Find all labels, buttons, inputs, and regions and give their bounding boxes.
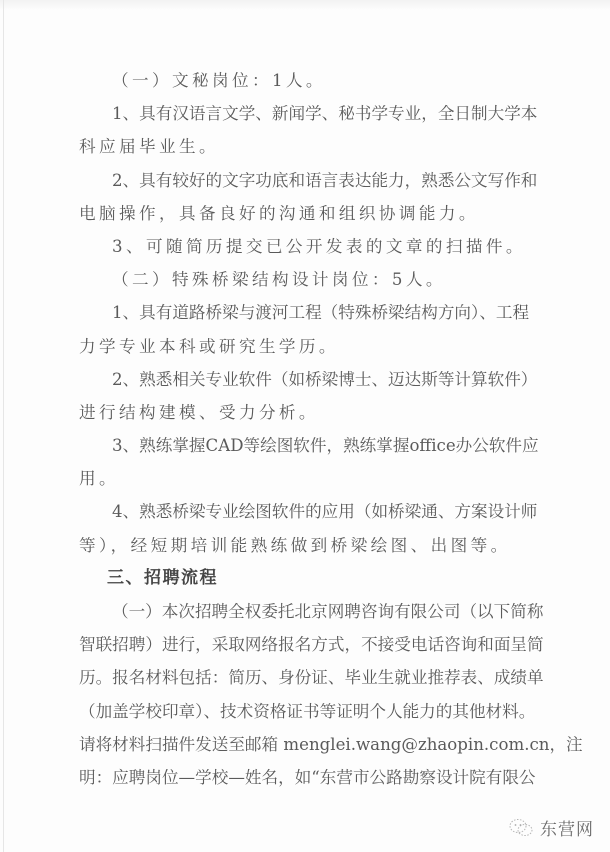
requirement-line: 用。 [79, 469, 119, 489]
watermark [508, 815, 594, 840]
requirement-line: 1、具有汉语言文学、新闻学、秘书学专业，全日制大学本 [112, 104, 538, 124]
requirement-line: 科应届毕业生。 [79, 137, 219, 157]
scan-left-edge [3, 0, 4, 852]
process-line: （一）本次招聘全权委托北京网聘咨询有限公司（以下简称 [112, 602, 544, 621]
watermark-text: 东营网 [540, 820, 594, 840]
requirement-line: 2、熟悉相关专业软件（如桥梁博士、迈达斯等计算软件） [112, 369, 538, 389]
process-line: （加盖学校印章）、技术资格证书等证明个人能力的其他材料。 [79, 701, 536, 721]
requirement-line: 3、可随简历提交已公开发表的文章的扫描件。 [112, 236, 526, 256]
requirement-line: 1、具有道路桥梁与渡河工程（特殊桥梁结构方向）、工程 [112, 303, 530, 323]
wechat-icon [508, 818, 534, 838]
requirement-line: 电脑操作，具备良好的沟通和组织协调能力。 [79, 203, 479, 223]
process-line: 明：应聘岗位—学校—姓名，如“东营市公路勘察设计院有限公 [79, 767, 536, 787]
requirement-line: 2、具有较好的文字功底和语言表达能力，熟悉公文写作和 [112, 170, 538, 190]
process-line: 历。报名材料包括：简历、身份证、毕业生就业推荐表、成绩单 [79, 668, 544, 688]
section-heading-bridge-design: （二）特殊桥梁结构设计岗位：5人。 [112, 270, 446, 290]
requirement-line: 进行结构建模、受力分析。 [79, 402, 319, 422]
requirement-line: 3、熟练掌握CAD等绘图软件，熟练掌握office办公软件应 [112, 436, 539, 456]
scan-top-shadow [0, 0, 610, 10]
section-heading-recruitment-process: 三、招聘流程 [107, 567, 218, 588]
requirement-line: 力学专业本科或研究生学历。 [79, 336, 339, 356]
process-line-email: 请将材料扫描件发送至邮箱 menglei.wang@zhaopin.com.cn，注 [79, 734, 583, 754]
document-body [79, 64, 583, 794]
requirement-line: 4、熟悉桥梁专业绘图软件的应用（如桥梁通、方案设计师 [112, 502, 538, 522]
process-line: 智联招聘）进行，采取网络报名方式，不接受电话咨询和面呈简 [79, 635, 544, 655]
section-heading-secretary: （一）文秘岗位：1人。 [112, 71, 326, 90]
requirement-line: 等），经短期培训能熟练做到桥梁绘图、出图等。 [79, 535, 511, 555]
